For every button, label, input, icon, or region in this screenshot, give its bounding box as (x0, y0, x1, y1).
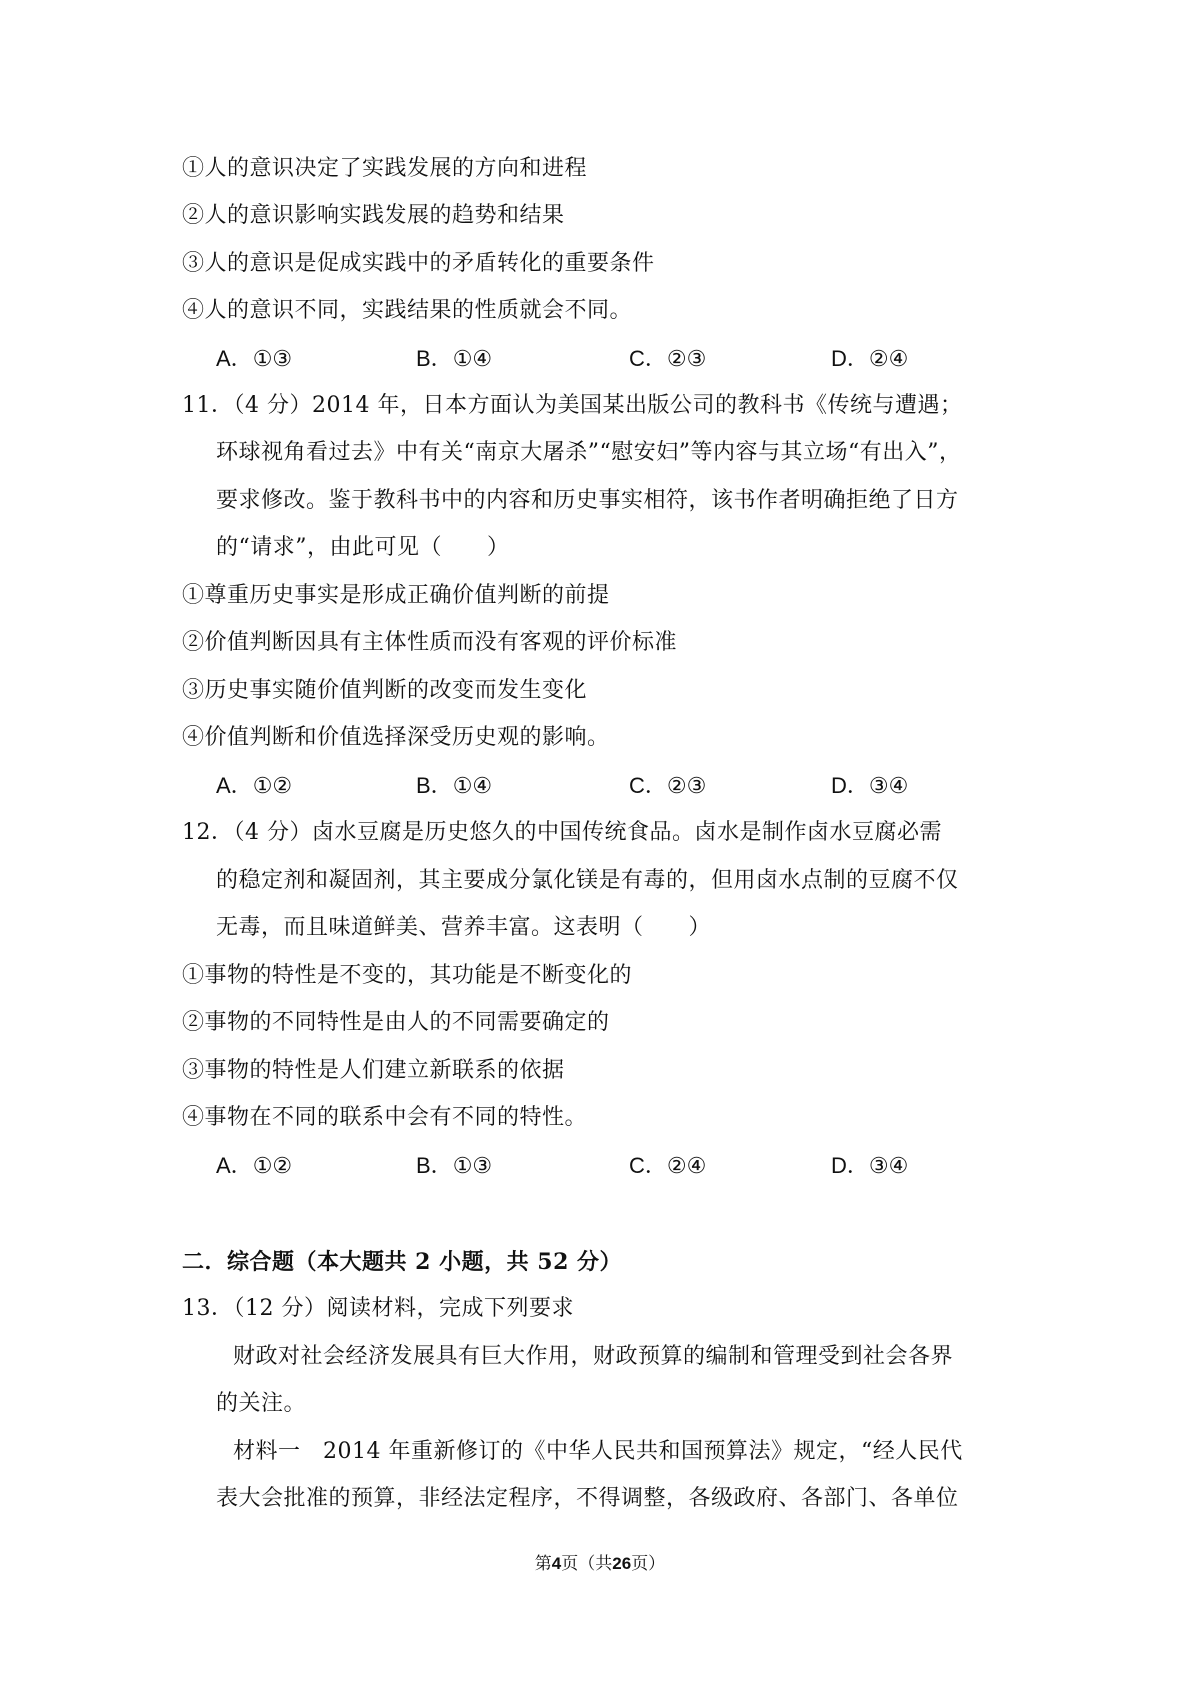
footer-page-number: 4 (551, 1554, 562, 1573)
page-footer (0, 1552, 1200, 1576)
footer-suffix: 页） (631, 1554, 666, 1574)
q12-statement-1: ①事物的特性是不变的，其功能是不断变化的 (182, 963, 633, 988)
q12-option-b[interactable]: B．①③ (416, 1153, 493, 1179)
q11-stem-line-1: 11．（4 分）2014 年，日本方面认为美国某出版公司的教科书《传统与遭遇； (182, 393, 963, 418)
q12-option-a[interactable]: A．①② (216, 1153, 293, 1179)
q12-stem-line-1: 12．（4 分）卤水豆腐是历史悠久的中国传统食品。卤水是制作卤水豆腐必需 (182, 820, 942, 845)
q10-option-c[interactable]: C．②③ (629, 346, 707, 372)
q12-stem-line-2: 的稳定剂和凝固剂，其主要成分氯化镁是有毒的，但用卤水点制的豆腐不仅 (216, 868, 959, 893)
q11-option-c[interactable]: C．②③ (629, 773, 707, 799)
q12-stem-line-3: 无毒，而且味道鲜美、营养丰富。这表明（ ） (216, 915, 712, 940)
q10-option-d[interactable]: D．②④ (831, 346, 909, 372)
q11-statement-1: ①尊重历史事实是形成正确价值判断的前提 (182, 583, 610, 608)
q13-paragraph-line-2: 的关注。 (216, 1391, 307, 1416)
q12-statement-3: ③事物的特性是人们建立新联系的依据 (182, 1058, 565, 1083)
q11-statement-2: ②价值判断因具有主体性质而没有客观的评价标准 (182, 630, 678, 655)
footer-prefix: 第 (534, 1554, 552, 1574)
q10-option-a[interactable]: A．①③ (216, 346, 293, 372)
q10-option-b[interactable]: B．①④ (416, 346, 493, 372)
footer-middle: 页（共 (561, 1554, 613, 1574)
q11-option-b[interactable]: B．①④ (416, 773, 493, 799)
q10-statement-3: ③人的意识是促成实践中的矛盾转化的重要条件 (182, 251, 655, 276)
footer-total-pages: 26 (612, 1554, 632, 1573)
q11-stem-line-3: 要求修改。鉴于教科书中的内容和历史事实相符，该书作者明确拒绝了日方 (216, 488, 959, 513)
q12-statement-4: ④事物在不同的联系中会有不同的特性。 (182, 1105, 588, 1130)
q12-statement-2: ②事物的不同特性是由人的不同需要确定的 (182, 1010, 610, 1035)
q10-statement-4: ④人的意识不同，实践结果的性质就会不同。 (182, 298, 633, 323)
section-2-heading: 二．综合题（本大题共 2 小题，共 52 分） (182, 1249, 623, 1275)
q13-paragraph-line-1: 财政对社会经济发展具有巨大作用，财政预算的编制和管理受到社会各界 (233, 1344, 954, 1369)
q11-stem-line-2: 环球视角看过去》中有关“南京大屠杀”“慰安妇”等内容与其立场“有出入”， (216, 440, 962, 465)
q11-option-d[interactable]: D．③④ (831, 773, 909, 799)
q11-option-a[interactable]: A．①② (216, 773, 293, 799)
q13-stem: 13．（12 分）阅读材料，完成下列要求 (182, 1296, 574, 1321)
q11-stem-line-4: 的“请求”，由此可见（ ） (216, 535, 510, 560)
q12-option-d[interactable]: D．③④ (831, 1153, 909, 1179)
q13-material-1-line-2: 表大会批准的预算，非经法定程序，不得调整，各级政府、各部门、各单位 (216, 1486, 959, 1511)
q13-material-1-line-1: 材料一 2014 年重新修订的《中华人民共和国预算法》规定，“经人民代 (233, 1439, 963, 1464)
q10-statement-2: ②人的意识影响实践发展的趋势和结果 (182, 203, 565, 228)
q11-statement-3: ③历史事实随价值判断的改变而发生变化 (182, 678, 588, 703)
q11-statement-4: ④价值判断和价值选择深受历史观的影响。 (182, 725, 610, 750)
q10-statement-1: ①人的意识决定了实践发展的方向和进程 (182, 156, 588, 181)
q12-option-c[interactable]: C．②④ (629, 1153, 707, 1179)
